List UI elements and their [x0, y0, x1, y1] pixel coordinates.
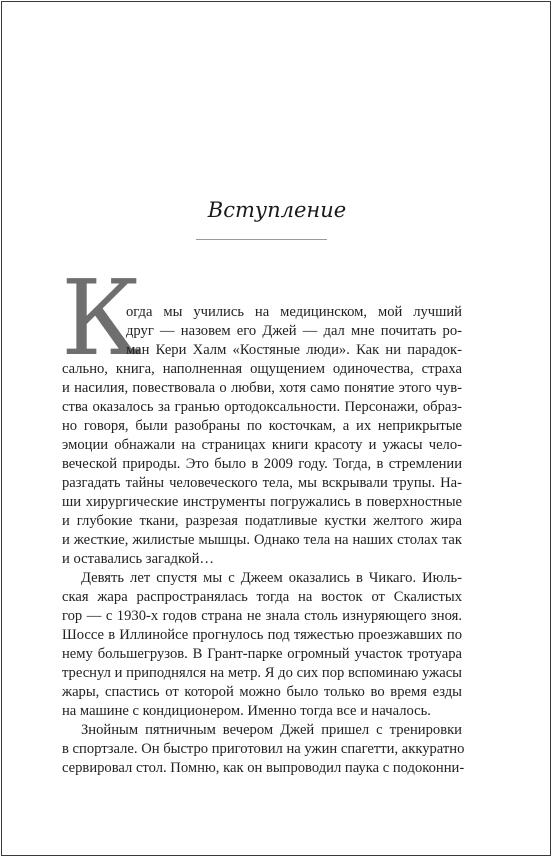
text-line: и оставались загадкой… — [62, 551, 214, 567]
text-line: ства оказалось за гранью ортодоксальности. Персонажи, образ- — [62, 399, 462, 415]
paragraph — [62, 721, 465, 778]
text-line: на машине с кондиционером. Именно тогда все и началось. — [62, 703, 431, 719]
text-line: нему большегрузов. В Грант-парке огромный участок тротуара — [62, 646, 462, 662]
drop-cap: К — [61, 257, 142, 379]
paragraph — [62, 569, 462, 721]
text-line: огда мы учились на медицинском, мой лучший — [126, 304, 462, 320]
text-line: веческой природы. Это было в 2009 году. Тогда, в стремлении — [62, 456, 462, 472]
text-line: ман Кери Халм «Костяные люди». Как ни парадок- — [126, 342, 462, 358]
text-line: сально, книга, наполненная ощущением одиночества, страха — [62, 361, 462, 377]
text-line: треснул и приподнялся на метр. Я до сих пор вспоминаю ужасы — [62, 665, 462, 681]
text-line: Девять лет спустя мы с Джеем оказались в Чикаго. Июль- — [81, 570, 462, 586]
text-line: и жесткие, жилистые мышцы. Однако тела на наших столах так — [62, 532, 462, 548]
text-line: сервировал стол. Помню, как он выпроводил паука с подоконни- — [62, 760, 465, 776]
text-line: в спортзале. Он быстро приготовил на ужин спагетти, аккуратно — [62, 741, 465, 757]
text-line: ская жара распространялась тогда на восток от Скалистых — [62, 589, 462, 605]
text-line: Шоссе в Иллинойсе прогнулось под тяжестью проезжавших по — [62, 627, 462, 643]
text-line: и насилия, повествовала о любви, хотя само понятие этого чув- — [62, 380, 462, 396]
text-line: друг — назовем его Джей — дал мне почитать ро- — [126, 323, 462, 339]
chapter-title: Вступление — [207, 198, 347, 222]
text-line: Знойным пятничным вечером Джей пришел с тренировки — [81, 722, 462, 738]
body-text — [62, 303, 465, 778]
text-line: разгадать тайны человеческого тела, мы вскрывали трупы. На- — [62, 475, 462, 491]
text-line: но говоря, были разобраны по косточкам, а их неприкрытые — [62, 418, 462, 434]
text-line: эмоции обнажали на страницах книги красоту и ужасы чело- — [62, 437, 462, 453]
text-line: ши хирургические инструменты погружались в поверхностные — [62, 494, 462, 510]
title-divider — [196, 239, 327, 240]
text-line: и глубокие ткани, разрезая податливые кустки желтого жира — [62, 513, 462, 529]
paragraph — [62, 303, 462, 569]
text-line: гор — с 1930-х годов страна не знала столь изнуряющего зноя. — [62, 608, 462, 624]
text-line: жары, спастись от которой можно было только во время езды — [62, 684, 462, 700]
